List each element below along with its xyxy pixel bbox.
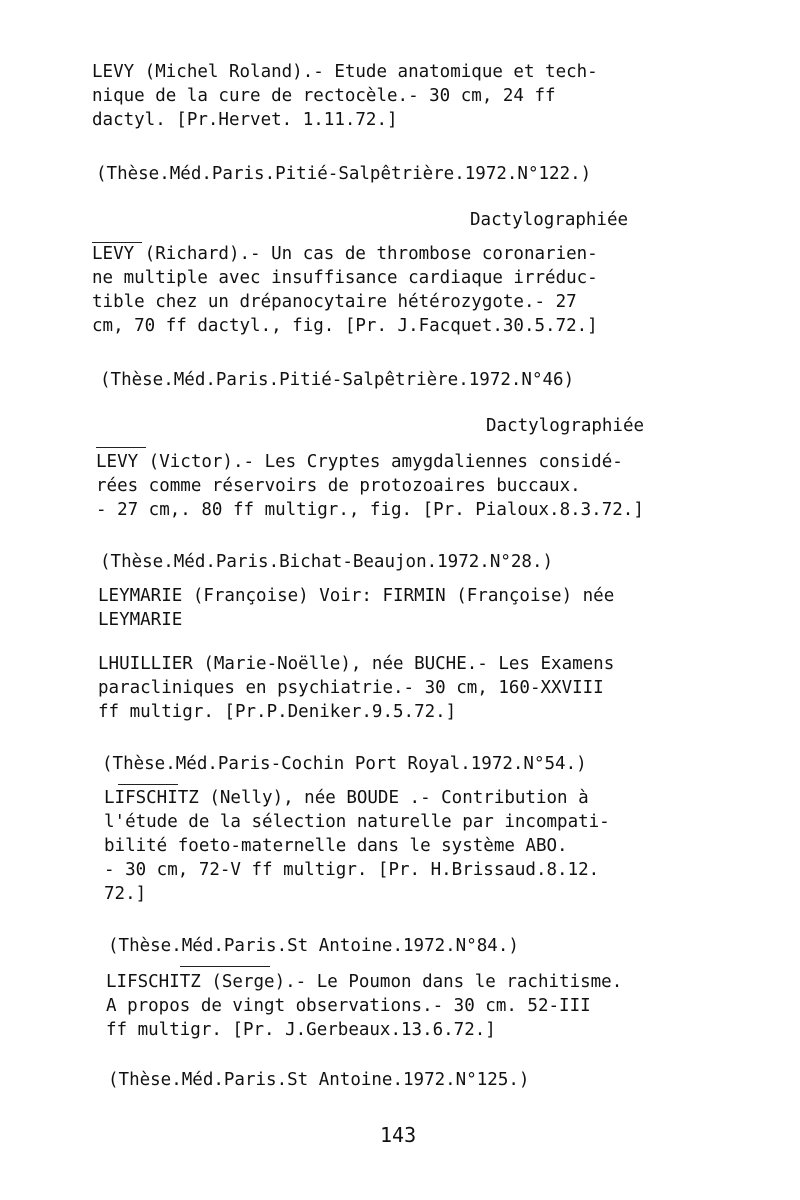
entry-line: ne multiple avec insuffisance cardiaque irréduc- bbox=[92, 268, 598, 288]
entry-line: - 30 cm, 72-V ff multigr. [Pr. H.Brissaud.8.12. bbox=[104, 860, 600, 880]
entry-line: tible chez un drépanocytaire hétérozygote.- 27 bbox=[92, 292, 577, 312]
thesis-reference: (Thèse.Méd.Paris.Pitié-Salpêtrière.1972.N°46) bbox=[100, 370, 575, 390]
divider-rule bbox=[118, 784, 178, 785]
entry-line: LIFSCHITZ (Nelly), née BOUDE .- Contribution à bbox=[104, 788, 589, 808]
thesis-reference: (Thèse.Méd.Paris.St Antoine.1972.N°84.) bbox=[108, 936, 519, 956]
bibliography-entry bbox=[104, 786, 724, 906]
entry-line: - 27 cm,. 80 ff multigr., fig. [Pr. Pialoux.8.3.72.] bbox=[96, 500, 644, 520]
entry-line: ff multigr. [Pr. J.Gerbeaux.13.6.72.] bbox=[106, 1020, 496, 1040]
entry-line: A propos de vingt observations.- 30 cm. 52-III bbox=[106, 996, 591, 1016]
entry-line: rées comme réservoirs de protozoaires buccaux. bbox=[96, 476, 581, 496]
thesis-reference: (Thèse.Méd.Paris.Bichat-Beaujon.1972.N°28.) bbox=[100, 552, 554, 572]
entry-line: bilité foeto-maternelle dans le système ABO. bbox=[104, 836, 568, 856]
format-note: Dactylographiée bbox=[486, 416, 645, 436]
bibliography-entry bbox=[96, 450, 716, 522]
bibliography-entry bbox=[92, 60, 712, 132]
thesis-reference: (Thèse.Méd.Paris-Cochin Port Royal.1972.N°54.) bbox=[102, 754, 587, 774]
entry-line: paracliniques en psychiatrie.- 30 cm, 160-XXVIII bbox=[98, 678, 604, 698]
entry-line: LEVY (Victor).- Les Cryptes amygdaliennes considé- bbox=[96, 452, 623, 472]
entry-line: LEYMARIE (Françoise) Voir: FIRMIN (Françoise) née bbox=[98, 586, 615, 606]
entry-line: LEVY (Michel Roland).- Etude anatomique et tech- bbox=[92, 62, 598, 82]
bibliography-entry bbox=[106, 970, 726, 1042]
bibliography-entry bbox=[98, 584, 718, 632]
format-note: Dactylographiée bbox=[470, 210, 629, 230]
entry-line: LEYMARIE bbox=[98, 610, 183, 630]
entry-line: 72.] bbox=[104, 884, 147, 904]
entry-line: l'étude de la sélection naturelle par incompati- bbox=[104, 812, 610, 832]
entry-line: cm, 70 ff dactyl., fig. [Pr. J.Facquet.30.5.72.] bbox=[92, 316, 598, 336]
thesis-reference: (Thèse.Méd.Paris.Pitié-Salpêtrière.1972.N°122.) bbox=[96, 164, 592, 184]
entry-line: LEVY (Richard).- Un cas de thrombose coronarien- bbox=[92, 244, 598, 264]
thesis-reference: (Thèse.Méd.Paris.St Antoine.1972.N°125.) bbox=[108, 1070, 530, 1090]
entry-line: ff multigr. [Pr.P.Deniker.9.5.72.] bbox=[98, 702, 457, 722]
page-number: 143 bbox=[380, 1123, 417, 1147]
entry-line: LHUILLIER (Marie-Noëlle), née BUCHE.- Les Examens bbox=[98, 654, 615, 674]
entry-line: dactyl. [Pr.Hervet. 1.11.72.] bbox=[92, 110, 398, 130]
bibliography-entry bbox=[98, 652, 718, 724]
divider-rule bbox=[180, 966, 270, 967]
entry-line: nique de la cure de rectocèle.- 30 cm, 24 ff bbox=[92, 86, 556, 106]
divider-rule bbox=[96, 447, 146, 448]
entry-line: LIFSCHITZ (Serge).- Le Poumon dans le rachitisme. bbox=[106, 972, 623, 992]
bibliography-entry bbox=[92, 242, 712, 338]
